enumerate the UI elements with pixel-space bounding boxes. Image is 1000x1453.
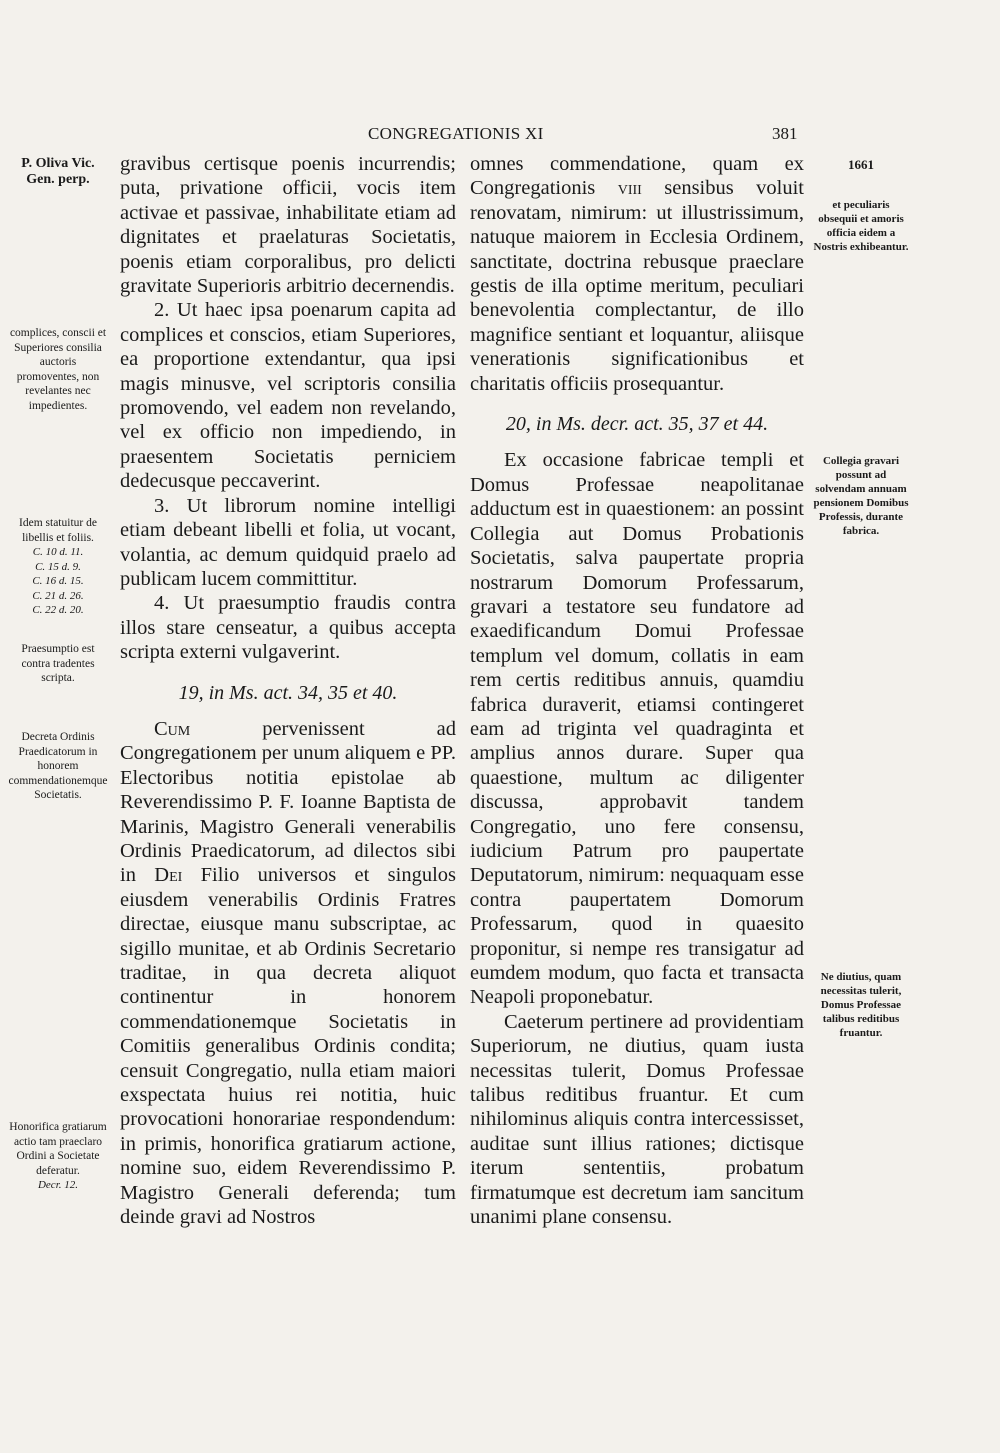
page-number: 381 [772, 124, 798, 143]
margin-note-libellis-text: Idem statuitur de libellis et foliis. [19, 517, 97, 544]
paragraph: 4. Ut praesumptio fraudis contra illos stare censeatur, a quibus accepta scripta externi vulgaverint. [120, 592, 456, 664]
paragraph: Caeterum pertinere ad providentiam Superiorum, ne diutius, quam iusta necessitas tulerit, Domus Professae talibus reditibus fruantur. Et cum nihilominus aliquis contra intercessisset, auditae sunt illius rationes; dictisque iterum sententiis, probatum firmatumque est decretum iam sancitum unanimi plane consensu. [470, 1010, 804, 1229]
paragraph: Ex occasione fabricae templi et Domus Professae neapolitanae adductum est in quaestionem: an possint Collegia aut Domus Probationis Societatis, salva paupertate propria nostrarum Domorum Professarum, gravari a testatore seu fundatore ad exaedificandum Domui Professae templum vel domum, collatis in eam rem certis reditibus annuis, quamdiu fabrica duraverit, etiamsi contingeret eam ad triginta vel quadraginta et amplius annos durare. Super qua quaestione, multum ac diligenter discussa, approbavit tandem Congregatio, uno fere consensu, iudicium Patrum pro paupertate Deputatorum, nimirum: nequaquam esse contra paupertatem Domorum Professarum, quod in quaesito proponitur, si nempe res transigatur ad eumdem modum, quo facta et transacta Neapoli proponebatur. [470, 449, 804, 1009]
margin-note-decreta: Decreta Ordinis Praedicatorum in honorem commendationemque Societatis. [8, 731, 108, 801]
margin-note-praesumptio: Praesumptio est contra tradentes scripta. [21, 643, 95, 684]
margin-head: P. Oliva Vic. Gen. perp. [21, 156, 95, 187]
margin-ref: C. 16 d. 15. [32, 575, 84, 587]
margin-ref: C. 10 d. 11. [32, 546, 84, 558]
text-run: pervenissent ad Congregationem per unum aliquem e PP. Electoribus notitia epistolae ab Reverendissimo P. F. Ioanne Baptista de Marinis, Magistro Generali venerabilis Ordinis Praedicatorum, ad dilectos sibi in [120, 717, 456, 887]
margin-ref: Decr. 12. [37, 1179, 79, 1191]
margin-ref: C. 15 d. 9. [35, 560, 81, 573]
page-header [0, 124, 1000, 152]
margin-note-honorifica [8, 1120, 108, 1193]
paragraph: 3. Ut librorum nomine intelligi etiam debeant libelli et folia, ut vocant, volantia, ac demum quidquid praelo ad publicam lucem committitur. [120, 494, 456, 590]
margin-year: 1661 [848, 157, 874, 172]
margin-note-honorifica-text: Honorifica gratiarum actio tam praeclaro Ordini a Societate deferatur. [9, 1121, 107, 1177]
paragraph [120, 717, 456, 1230]
text-run: Filio universos et singulos eiusdem venerabilis Ordinis Fratres directae, eiusque manu subscriptae, ac sigillo munitae, et ab Ordinis Secretario traditae, in qua decreta aliquot continentur in honorem commendationemque Societatis in Comitiis generalibus Ordinis condita; censuit Congregatio, nulla etiam maiori exspectata huius rei notitia, huic provocationi honorariae respondendum: in primis, honorifica gratiarum actione, nomine suo, eidem Reverendissimo P. Magistro Generali deferenda; tum deinde gravi ad Nostros [120, 864, 456, 1229]
right-column [470, 152, 804, 1229]
paragraph: gravibus certisque poenis incurrendis; puta, privatione officii, vocis item activae et passivae, inhabilitate etiam ad dignitates et praelaturas Societatis, poenis etiam corporalibus, pro delicti gravitate Superioris arbitrio decernendis. [120, 153, 456, 298]
margin-ref: C. 22 d. 20. [32, 604, 84, 616]
margin-note-peculiaris: et peculiaris obsequii et amoris officia eidem a Nostris exhibeantur. [813, 199, 909, 253]
margin-note-complices: complices, conscii et Superiores consilia auctoris promoventes, non revelantes nec impedientes. [9, 327, 107, 412]
running-title: CONGREGATIONIS XI [368, 124, 544, 143]
section-heading: 20, in Ms. decr. act. 35, 37 et 44. [505, 413, 769, 436]
paragraph: 2. Ut haec ipsa poenarum capita ad complices et conscios, etiam Superiores, ea proportione extendantur, qua ipsi magis minusve, vel scriptoris consilia promovendo, vel eadem non revelando, vel ex officio non impediendo, in praesentem Societatis perniciem dedecusque peccaverint. [120, 299, 456, 493]
margin-note-libellis [8, 516, 108, 618]
text-run: sensibus voluit renovatam, nimirum: ut illustrissimum, natuque maiorem in Ecclesia Ordinem, sanctitate, doctrina rebusque praeclare gestis de illa optime meritum, peculiari benevolentia complectantur, de illo magnifice sentiant et loquantur, aliisque venerationis significationibus et charitatis officiis prosequantur. [470, 177, 804, 395]
left-column [120, 152, 456, 1229]
text-run-dei: Dei [154, 864, 183, 887]
text-run: omnes commendatione, quam ex Congregationis [470, 153, 804, 200]
lead-word: Cum [154, 717, 191, 740]
margin-ref: C. 21 d. 26. [32, 589, 84, 602]
text-run-numeral: viii [617, 177, 642, 200]
margin-note-collegia: Collegia gravari possunt ad solvendam annuam pensionem Domibus Professis, durante fabrica. [813, 455, 909, 537]
paragraph [470, 152, 804, 396]
section-heading: 19, in Ms. act. 34, 35 et 40. [178, 681, 398, 704]
margin-note-diutius: Ne diutius, quam necessitas tulerit, Domus Professae talibus reditibus fruantur. [820, 971, 902, 1039]
